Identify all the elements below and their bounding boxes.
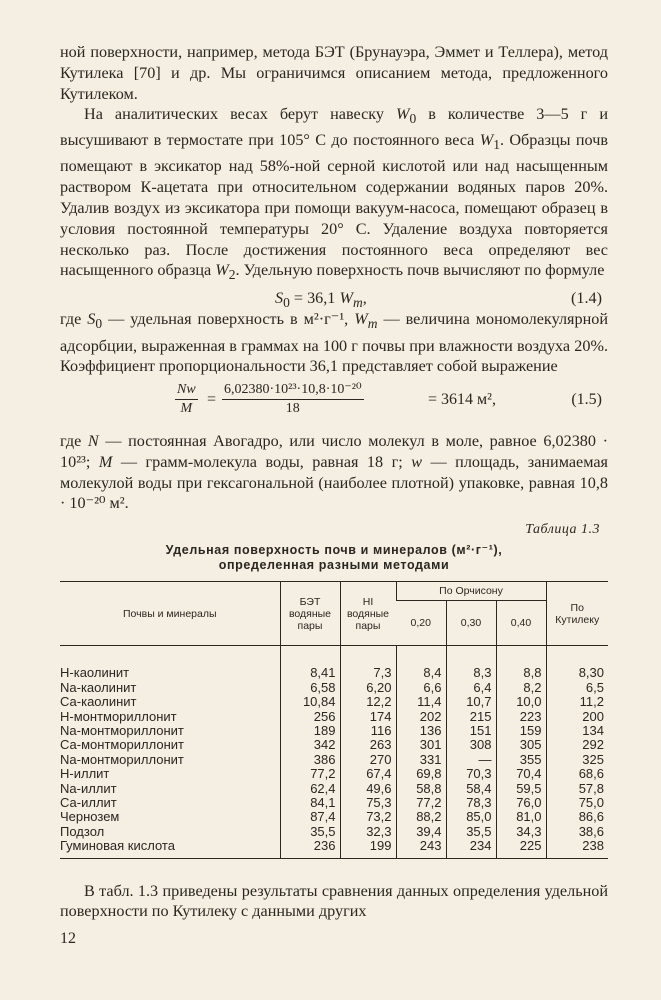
table-cell-value: 199 bbox=[340, 839, 396, 858]
table-cell-value: 159 bbox=[496, 724, 546, 738]
table-cell-name: Na-монтмориллонит bbox=[60, 751, 184, 767]
table-cell-name: Н-монтмориллонит bbox=[60, 708, 177, 724]
table-cell-value: 70,3 bbox=[446, 767, 496, 781]
table-cell-name: Na-каолинит bbox=[60, 679, 137, 695]
avogadro-paragraph: где N — постоянная Авогадро, или число молекул в моле, равное 6,02380 · 10²³; M — грамм-молекула воды, равная 18 г; w — площадь, занимаемая молекулой воды при гексагональной (наиболее плотной) упаковке, равная 10,8 · 10⁻²⁰ м². bbox=[60, 432, 608, 513]
table-cell-name: Na-иллит bbox=[60, 780, 117, 796]
header-bet: БЭТ водяные пары bbox=[280, 582, 340, 646]
formula-1-5: Nw M = 6,02380·10²³·10,8·10⁻²⁰ 18 = 3614 м², (1.5) bbox=[177, 382, 602, 417]
table-cell-value: 35,5 bbox=[446, 825, 496, 839]
table-cell-value: 151 bbox=[446, 724, 496, 738]
table-cell-value: 386 bbox=[280, 753, 340, 767]
table-cell-value: 325 bbox=[546, 753, 608, 767]
table-cell-value: 8,2 bbox=[496, 681, 546, 695]
equation-number: (1.4) bbox=[570, 289, 602, 308]
table-cell-value: 270 bbox=[340, 753, 396, 767]
table-cell-value: 78,3 bbox=[446, 796, 496, 810]
table-cell-value: 134 bbox=[546, 724, 608, 738]
intro-paragraph: ной поверхности, например, метода БЭТ (Брунауэра, Эммет и Теллера), метод Кутилека [70] и др. Мы ограничимся описанием метода, предложенного Кутилеком. bbox=[60, 43, 608, 103]
table-cell-value: 38,6 bbox=[546, 825, 608, 839]
table-cell-value: 331 bbox=[396, 753, 446, 767]
table-cell-value: 236 bbox=[280, 839, 340, 858]
table-cell-value: — bbox=[446, 753, 496, 767]
table-cell-value: 200 bbox=[546, 710, 608, 724]
table-cell-value: 263 bbox=[340, 738, 396, 752]
table-cell-value: 58,4 bbox=[446, 782, 496, 796]
table-cell-value: 243 bbox=[396, 839, 446, 858]
table-cell-value: 68,6 bbox=[546, 767, 608, 781]
table-cell-value: 292 bbox=[546, 738, 608, 752]
table-cell-value: 8,8 bbox=[496, 646, 546, 681]
table-cell-value: 174 bbox=[340, 710, 396, 724]
table-cell-value: 238 bbox=[546, 839, 608, 858]
table-cell-value: 86,6 bbox=[546, 810, 608, 824]
table-label: Таблица 1.3 bbox=[525, 522, 600, 538]
table-cell-value: 85,0 bbox=[446, 810, 496, 824]
table-cell-value: 11,4 bbox=[396, 695, 446, 709]
table-cell-value: 12,2 bbox=[340, 695, 396, 709]
table-cell-name: Н-иллит bbox=[60, 766, 110, 782]
table-cell-value: 57,8 bbox=[546, 782, 608, 796]
fraction-avogadro: 6,02380·10²³·10,8·10⁻²⁰ 18 bbox=[224, 382, 362, 417]
table-cell-name: Н-каолинит bbox=[60, 665, 130, 681]
table-cell-name: Са-каолинит bbox=[60, 694, 137, 710]
table-cell-value: 301 bbox=[396, 738, 446, 752]
table-cell-value: 305 bbox=[496, 738, 546, 752]
table-cell-value: 256 bbox=[280, 710, 340, 724]
equation-number: (1.5) bbox=[571, 391, 602, 409]
table-cell-value: 77,2 bbox=[396, 796, 446, 810]
table-row bbox=[60, 782, 608, 796]
table-cell-value: 10,7 bbox=[446, 695, 496, 709]
table-cell-value: 77,2 bbox=[280, 767, 340, 781]
table-cell-value: 234 bbox=[446, 839, 496, 858]
table-cell-value: 223 bbox=[496, 710, 546, 724]
table-cell-name: Na-монтмориллонит bbox=[60, 722, 184, 738]
table-cell-value: 88,2 bbox=[396, 810, 446, 824]
table-cell-value: 8,30 bbox=[546, 646, 608, 681]
table-row bbox=[60, 753, 608, 767]
table-cell-value: 355 bbox=[496, 753, 546, 767]
table-cell-value: 39,4 bbox=[396, 825, 446, 839]
table-cell-value: 58,8 bbox=[396, 782, 446, 796]
page-content bbox=[60, 42, 608, 922]
formula-result: = 3614 м², bbox=[428, 391, 496, 409]
table-cell-value: 75,0 bbox=[546, 796, 608, 810]
table-cell-value: 6,4 bbox=[446, 681, 496, 695]
table-cell-value: 32,3 bbox=[340, 825, 396, 839]
table-cell-value: 34,3 bbox=[496, 825, 546, 839]
fraction-nw-m: Nw M bbox=[177, 382, 196, 417]
table-cell-value: 8,3 bbox=[446, 646, 496, 681]
page-number: 12 bbox=[60, 930, 76, 947]
table-cell-value: 189 bbox=[280, 724, 340, 738]
table-cell-value: 76,0 bbox=[496, 796, 546, 810]
header-orchison-020: 0,20 bbox=[396, 601, 446, 646]
table-cell-value: 215 bbox=[446, 710, 496, 724]
header-kutilek: По Кутилеку bbox=[546, 582, 608, 646]
table-cell-value: 11,2 bbox=[546, 695, 608, 709]
table-cell-value: 10,0 bbox=[496, 695, 546, 709]
table-row bbox=[60, 825, 608, 839]
method-paragraph: На аналитических весах берут навеску $W_0$ в количестве 3—5 г и высушивают в термостате при 105° С до постоянного веса $W_1$. Образцы почв помещают в эксикатор над 58%-ной серной кислотой или над насыщенным раствором К-ацетата при относительном содержании водяных паров 20%. Удалив воздух из эксикатора при помощи вакуум-насоса, помещают образец в условия постоянной температуры 20° С. Удаление воздуха повторяется несколько раз. После достижения постоянного веса определяют вес насыщенного образца $W_2$. Удельную поверхность почв вычисляют по формуле bbox=[60, 105, 608, 283]
table-row bbox=[60, 724, 608, 738]
table-row bbox=[60, 681, 608, 695]
table-row bbox=[60, 695, 608, 709]
table-cell-value: 6,6 bbox=[396, 681, 446, 695]
table-cell-value: 116 bbox=[340, 724, 396, 738]
header-orchison-040: 0,40 bbox=[496, 601, 546, 646]
table-cell-value: 87,4 bbox=[280, 810, 340, 824]
table-cell-value: 35,5 bbox=[280, 825, 340, 839]
table-cell-value: 342 bbox=[280, 738, 340, 752]
surface-area-table bbox=[60, 581, 608, 858]
table-cell-value: 6,58 bbox=[280, 681, 340, 695]
formula-1-4: $S_0 = 36,1$ $W_m$, (1.4) bbox=[275, 289, 602, 311]
table-cell-value: 8,41 bbox=[280, 646, 340, 681]
table-cell-value: 67,4 bbox=[340, 767, 396, 781]
table-cell-name: Гуминовая кислота bbox=[60, 839, 280, 858]
table-cell-name: Подзол bbox=[60, 823, 105, 839]
table-cell-name: Чернозем bbox=[60, 809, 120, 825]
table-row bbox=[60, 839, 608, 858]
table-row bbox=[60, 767, 608, 781]
table-cell-value: 81,0 bbox=[496, 810, 546, 824]
table-cell-value: 70,4 bbox=[496, 767, 546, 781]
table-cell-name: Са-монтмориллонит bbox=[60, 737, 184, 753]
conclusion-paragraph: В табл. 1.3 приведены результаты сравнения данных определения удельной поверхности по Кутилеку с данными других bbox=[60, 881, 608, 921]
table-cell-value: 202 bbox=[396, 710, 446, 724]
table-cell-value: 10,84 bbox=[280, 695, 340, 709]
table-cell-value: 7,3 bbox=[340, 646, 396, 681]
table-cell-name: Са-иллит bbox=[60, 794, 117, 810]
table-row bbox=[60, 738, 608, 752]
table-cell-value: 136 bbox=[396, 724, 446, 738]
header-hi: HI водяные пары bbox=[340, 582, 396, 646]
table-row bbox=[60, 796, 608, 810]
table-cell-value: 308 bbox=[446, 738, 496, 752]
table-cell-value: 49,6 bbox=[340, 782, 396, 796]
table-cell-value: 8,4 bbox=[396, 646, 446, 681]
table-cell-value: 69,8 bbox=[396, 767, 446, 781]
table-cell-value: 75,3 bbox=[340, 796, 396, 810]
table-cell-value: 6,20 bbox=[340, 681, 396, 695]
table-row bbox=[60, 710, 608, 724]
header-orchison-030: 0,30 bbox=[446, 601, 496, 646]
table-cell-value: 62,4 bbox=[280, 782, 340, 796]
definition-paragraph: где $S_0$ — удельная поверхность в м²·г⁻¹, $W_m$ — величина мономолекулярной адсорбции, выраженная в граммах на 100 г почвы при влажности воздуха 20%. Коэффициент пропорциональности 36,1 представляет собой выражение bbox=[60, 310, 608, 376]
table-cell-value: 59,5 bbox=[496, 782, 546, 796]
table-cell-value: 84,1 bbox=[280, 796, 340, 810]
header-soils: Почвы и минералы bbox=[60, 582, 280, 646]
table-cell-value: 73,2 bbox=[340, 810, 396, 824]
table-title: Удельная поверхность почв и минералов (м²·г⁻¹), определенная разными методами bbox=[165, 543, 503, 573]
table-row bbox=[60, 646, 608, 681]
table-cell-value: 6,5 bbox=[546, 681, 608, 695]
table-cell-value: 225 bbox=[496, 839, 546, 858]
table-row bbox=[60, 810, 608, 824]
header-orchison: По Орчисону bbox=[396, 582, 546, 601]
